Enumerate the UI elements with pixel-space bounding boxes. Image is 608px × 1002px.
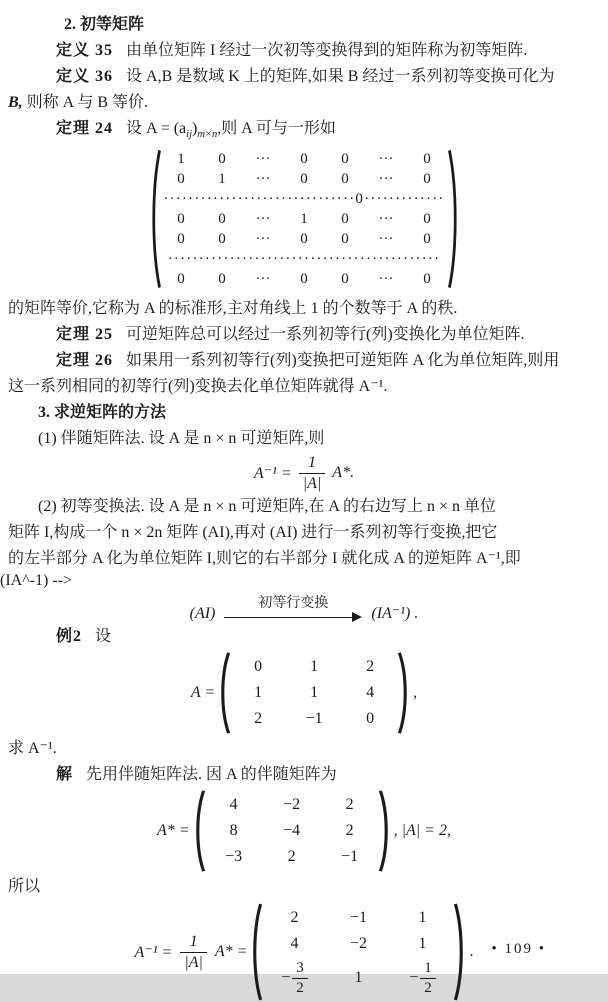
matrix-cell: −2: [283, 796, 301, 813]
definition-35-text: 由单位矩阵 I 经过一次初等变换得到的矩阵称为初等矩阵.: [126, 42, 528, 59]
definition-36: [0, 64, 608, 90]
theorem-24-subscript-ij: ij: [186, 129, 192, 141]
matrix-cell: −1: [341, 848, 359, 865]
arrow-label: 初等行变换: [258, 596, 329, 611]
definition-36-label: 定义 36: [56, 68, 114, 85]
matrix-cell: 2: [345, 822, 354, 839]
matrix-paren-right: [398, 652, 409, 734]
fraction-denominator: 2: [292, 978, 308, 996]
matrix-cell: 0: [177, 231, 185, 247]
matrix-cell: 1: [177, 151, 185, 167]
matrix-cell: 2: [290, 909, 299, 926]
matrix-cell: 1: [310, 684, 319, 701]
matrix-cell: 1: [218, 171, 226, 187]
matrix-cell: 0: [423, 271, 431, 287]
fraction-one-half: [420, 961, 436, 996]
matrix-cell: ···: [378, 271, 394, 287]
matrix-paren-left: [194, 790, 205, 872]
theorem-24-text-1: 设 A = (a: [126, 120, 187, 137]
adjugate-inverse-formula: [0, 453, 608, 493]
fraction-denominator: |A|: [180, 952, 207, 971]
matrix-cell: 1: [254, 684, 263, 701]
standard-form-note: 的矩阵等价,它称为 A 的标准形,主对角线上 1 的个数等于 A 的秩.: [8, 300, 458, 317]
matrix-cell: 0: [300, 151, 308, 167]
seek-inverse-line: 求 A⁻¹.: [8, 740, 57, 757]
theorem-26-continuation: 这一系列相同的初等行(列)变换去化单位矩阵就得 A⁻¹.: [8, 378, 388, 395]
definition-36-continuation: [0, 90, 608, 116]
matrix-cell-fraction: [262, 957, 326, 999]
method-1-line: (1) 伴随矩阵法. 设 A 是 n × n 可逆矩阵,则: [38, 430, 325, 447]
standard-form-cells: [161, 149, 448, 289]
matrix-cell: 4: [229, 796, 238, 813]
matrix-cell: 0: [423, 171, 431, 187]
method-2-line-3: 的左半部分 A 化为单位矩阵 I,则它的右半部分 I 就化成 A 的逆矩阵 A⁻¹,即: [8, 550, 521, 567]
fraction-denominator: |A|: [299, 473, 326, 492]
matrix-cell: 0: [177, 171, 185, 187]
matrix-cell: ···: [255, 211, 271, 227]
fraction-one-over-detA: [299, 455, 326, 492]
matrix-cell: 0: [300, 171, 308, 187]
fraction-numerator: 3: [296, 959, 304, 976]
matrix-cell: 2: [366, 658, 375, 675]
matrix-cell: 0: [423, 211, 431, 227]
solution-label: 解: [56, 766, 74, 783]
matrix-cell: 0: [300, 231, 308, 247]
theorem-25: [0, 322, 608, 348]
minus-sign: −: [281, 969, 291, 986]
fraction-one-over-detA: [180, 934, 207, 971]
matrix-cell: ···: [255, 231, 271, 247]
matrix-cell: ···: [378, 231, 394, 247]
matrix-cell: 0: [341, 231, 349, 247]
matrix-cell: −3: [225, 848, 243, 865]
transform-arrow: [224, 596, 362, 624]
matrix-paren-right: [379, 790, 390, 872]
matrix-dotted-row: ············································: [167, 251, 441, 267]
matrix-cell: 0: [341, 171, 349, 187]
theorem-24-text-3: ,则 A 可与一形如: [217, 120, 336, 137]
matrix-cell: 1: [310, 658, 319, 675]
matrix-cell: −4: [283, 822, 301, 839]
matrix-a-tail: ,: [413, 684, 418, 701]
example-2-line: [0, 624, 608, 650]
result-tail: .: [469, 943, 474, 960]
matrix-cell: 0: [218, 271, 226, 287]
matrix-cell: 1: [300, 211, 308, 227]
example-2-label: 例2: [56, 628, 83, 645]
result-lhs: A⁻¹ =: [134, 944, 173, 961]
definition-36-text: 设 A,B 是数域 K 上的矩阵,如果 B 经过一系列初等变换可化为: [126, 68, 555, 85]
adjugate-equation: [0, 789, 608, 873]
matrix-cell: 0: [341, 211, 349, 227]
fraction-three-halves: [292, 961, 308, 996]
inverse-cells: [262, 903, 454, 1001]
matrix-cell: −1: [305, 710, 323, 727]
matrix-cell: ···: [255, 171, 271, 187]
matrix-cell: ···: [378, 151, 394, 167]
matrix-cell: 1: [418, 909, 427, 926]
matrix-cell: ···: [378, 171, 394, 187]
matrix-cell: 0: [254, 658, 263, 675]
matrix-cell: 0: [177, 211, 185, 227]
therefore-line: 所以: [8, 878, 41, 895]
matrix-cell: 4: [290, 935, 299, 952]
matrix-paren-left: [251, 903, 262, 1001]
solution-line: [0, 762, 608, 788]
page-content: 2. 初等矩阵 定义 35 由单位矩阵 I 经过一次初等变换得到的矩阵称为初等矩阵. 定义 36 设 A,B 是数域 K 上的矩阵,如果 B 经过一系列初等变换可化为 B, 则称 A 与 B 等价. 定理 24 设 $A = (a_{ij})_{m\times n}$,则 A 可与一形如 1 0 ··· 0 0 ··· 0 0 1 ··· 0 0 ··· 0 ·······························0············· 0 0 ··· 1 0 ··· 0 0 0 ··· 0 0 ··· 0 ············································ 0 0 ··· 0 0 ··· 0 的矩阵等价,它称为 A 的标准形,主对角线上 1 的个数等于 A 的秩. 定理 25 可逆矩阵总可以经过一系列初等行(列)变换化为单位矩阵. 定理 26 如果用一系列初等行(列)变换把可逆矩阵 A 化为单位矩阵,则用 这一系列相同的初等行(列)变换去化单位矩阵就得 A⁻¹. 3. 求逆矩阵的方法 (1) 伴随矩阵法. 设 A 是 n × n 可逆矩阵,则 A⁻¹ = $\frac{1}{|A|}$ A*. (2) 初等变换法. 设 A 是 n × n 可逆矩阵,在 A 的右边写上 n × n 单位 矩阵 I,构成一个 n × 2n 矩阵 (AI),再对 (AI) 进行一系列初等行变换,把它 的左半部分 A 化为单位矩阵 I,则它的右半部分 I 就化成 A 的逆矩阵 A⁻¹,即 (IA^-1) --> (AI) 初等行变换 (IA⁻¹) . 例2 设 A = 0 1 2 1 1 4 2 −1 0 , 求 A⁻¹. 解 先用伴随矩阵法. 因 A 的伴随矩阵为 A* = 4 −2 2 8 −4 2 −3 2 −1 , |A| = 2, 所以 A⁻¹ = $\frac{1}{|A|}$ A* = 2 −1 1 4 −2 1 − $\frac{3}{2}$ 1 − $\frac{1}{2}$ .: [0, 0, 608, 1002]
matrix-cell-fraction: [390, 957, 454, 999]
matrix-cell: 8: [229, 822, 238, 839]
formula-lhs: A⁻¹ =: [253, 465, 292, 482]
matrix-paren-left: [150, 149, 161, 289]
matrix-cell: 0: [423, 151, 431, 167]
fraction-numerator: 1: [308, 453, 316, 471]
standard-form-matrix: [0, 145, 608, 293]
theorem-25-text: 可逆矩阵总可以经过一系列初等行(列)变换化为单位矩阵.: [126, 326, 525, 343]
definition-36-cont-rest: 则称 A 与 B 等价.: [26, 94, 149, 111]
matrix-cell: 0: [218, 151, 226, 167]
matrix-dotted-row: ·······························0·············: [163, 191, 445, 207]
adjugate-cells: [205, 790, 379, 872]
fraction-denominator: 2: [420, 978, 436, 996]
matrix-paren-right: [448, 149, 459, 289]
matrix-a-equation: [0, 651, 608, 735]
minus-sign: −: [409, 969, 419, 986]
matrix-cell-value: 1: [354, 969, 363, 986]
section-2-heading: 2. 初等矩阵: [64, 16, 145, 33]
definition-35: [0, 38, 608, 64]
matrix-cell: 0: [423, 231, 431, 247]
adjugate-matrix: [194, 790, 390, 872]
row-transform-arrow-formula: [0, 590, 608, 624]
solution-text: 先用伴随矩阵法. 因 A 的伴随矩阵为: [86, 766, 337, 783]
definition-36-cont-lead: B,: [8, 94, 23, 111]
matrix-cell: 0: [218, 211, 226, 227]
theorem-26-label: 定理 26: [56, 352, 114, 369]
theorem-26-text: 如果用一系列初等行(列)变换把可逆矩阵 A 化为单位矩阵,则用: [126, 352, 560, 369]
matrix-cell: 2: [345, 796, 354, 813]
matrix-cell: ···: [255, 271, 271, 287]
matrix-paren-right: [454, 903, 465, 1001]
page-number: • 109 •: [491, 941, 546, 957]
method-2-line-2: 矩阵 I,构成一个 n × 2n 矩阵 (AI),再对 (AI) 进行一系列初等行变换,把它: [8, 524, 498, 541]
matrix-cell: 4: [366, 684, 375, 701]
inverse-matrix: [251, 903, 465, 1001]
right-arrow-icon: [224, 611, 362, 624]
matrix-cell: ···: [255, 151, 271, 167]
matrix-a-cells: [230, 652, 398, 734]
formula-rhs: A*.: [332, 464, 355, 481]
matrix-cell: 2: [287, 848, 296, 865]
matrix-cell: −2: [349, 935, 367, 952]
matrix-cell: [326, 957, 390, 999]
theorem-24-label: 定理 24: [56, 120, 114, 137]
matrix-cell: 0: [300, 271, 308, 287]
matrix-cell: ···: [378, 211, 394, 227]
adjugate-lhs: A* =: [157, 822, 190, 839]
arrow-left-operand: (AI): [189, 605, 216, 622]
matrix-cell: 0: [341, 151, 349, 167]
section-3-heading: 3. 求逆矩阵的方法: [38, 404, 167, 421]
theorem-25-label: 定理 25: [56, 326, 114, 343]
matrix-cell: −1: [349, 909, 367, 926]
matrix-cell: 0: [177, 271, 185, 287]
matrix-cell: 2: [254, 710, 263, 727]
matrix-cell: 0: [218, 231, 226, 247]
definition-35-label: 定义 35: [56, 42, 114, 59]
fraction-numerator: 1: [189, 932, 198, 950]
adjugate-tail: , |A| = 2,: [393, 822, 451, 839]
matrix-cell: 1: [418, 935, 427, 952]
matrix-a: [219, 652, 409, 734]
theorem-24-subscript-mxn: m×n: [197, 129, 218, 141]
matrix-paren-left: [219, 652, 230, 734]
arrow-right-operand: (IA⁻¹) .: [371, 605, 419, 622]
matrix-cell: 0: [366, 710, 375, 727]
matrix-a-lhs: A =: [190, 684, 216, 701]
theorem-24: [0, 116, 608, 142]
method-2-line-1: (2) 初等变换法. 设 A 是 n × n 可逆矩阵,在 A 的右边写上 n × n 单位: [38, 498, 497, 515]
example-2-text: 设: [95, 628, 112, 645]
fraction-numerator: 1: [424, 959, 432, 976]
theorem-26: [0, 348, 608, 374]
result-mid: A* =: [214, 943, 248, 960]
standard-form-matrix-body: [150, 149, 459, 289]
theorem-24-text-2: ): [192, 120, 198, 137]
matrix-cell: 0: [341, 271, 349, 287]
